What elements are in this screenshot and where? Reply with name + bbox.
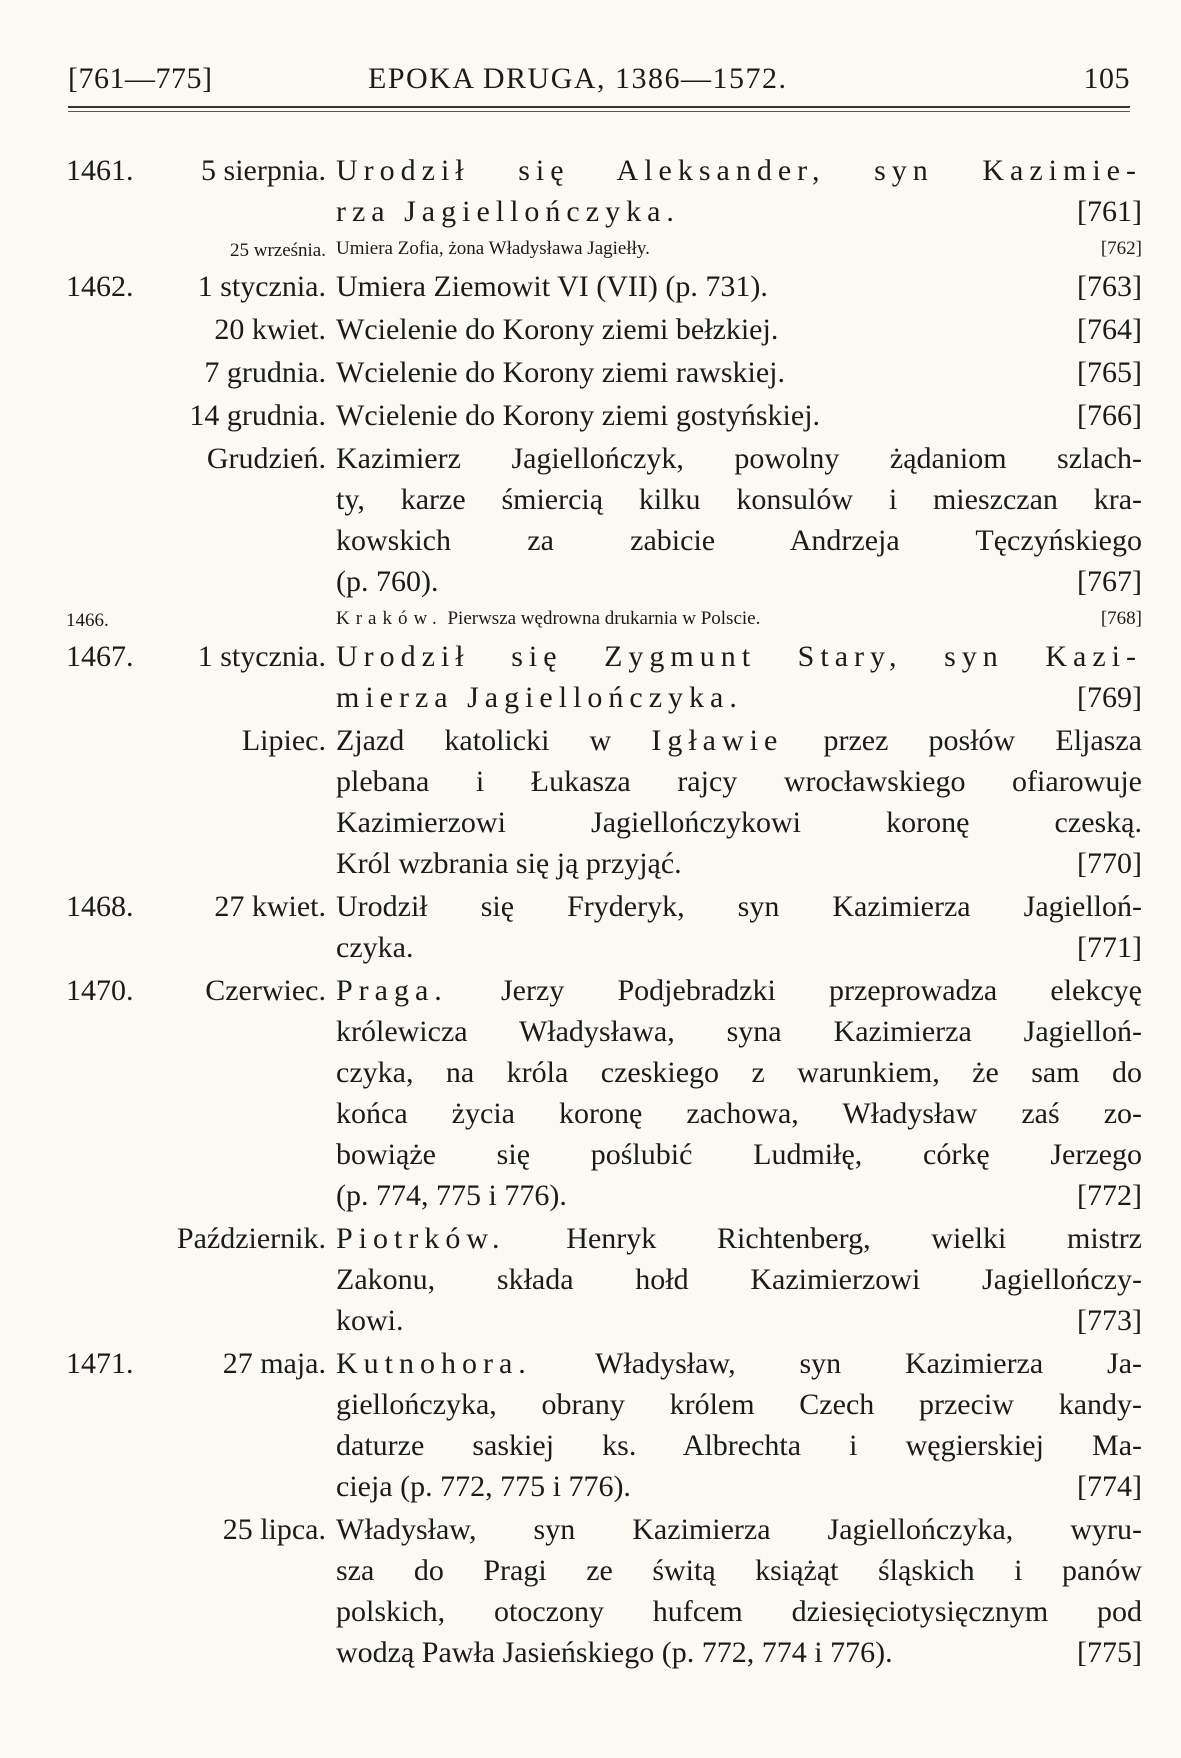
entry-year: 1468. [66, 890, 134, 923]
entry-number: [766] [1077, 399, 1142, 432]
text-line [336, 1218, 1142, 1259]
line-text [336, 1466, 631, 1507]
entry-number: [764] [1077, 313, 1142, 346]
header-rule [68, 106, 1130, 108]
chronology-entry [66, 438, 1142, 602]
text-line [336, 1300, 1142, 1341]
text-run: polskich, otoczony hufcem dziesięciotysięcznym pod [336, 1595, 1142, 1628]
line-text [336, 352, 785, 393]
entry-number: [775] [1077, 1636, 1142, 1669]
header-entry-range: [761—775] [68, 62, 213, 95]
text-line [336, 1425, 1142, 1466]
entry-date: 1 stycznia. [197, 640, 326, 673]
chronology-entry [66, 266, 1142, 307]
entry-text [336, 1343, 1142, 1507]
entry-date: 27 maja. [222, 1347, 326, 1380]
text-line [336, 561, 1142, 602]
entry-text [336, 970, 1142, 1216]
text-line [336, 1550, 1142, 1591]
entry-date: Październik. [176, 1222, 326, 1255]
spaced-emphasis: Piotrków. [336, 1222, 506, 1255]
text-line [336, 1343, 1142, 1384]
entry-number: [768] [1100, 608, 1142, 629]
text-line [336, 970, 1142, 1011]
text-run: kowskich za zabicie Andrzeja Tęczyńskiego [336, 524, 1142, 557]
text-line [336, 1632, 1142, 1673]
text-run: Zjazd katolicki w [336, 724, 652, 757]
text-run: cieja (p. 772, 775 i 776). [336, 1470, 631, 1503]
entry-text [336, 395, 1142, 436]
entry-number: [762] [1100, 238, 1142, 259]
entry-number: [771] [1077, 931, 1142, 964]
text-line [336, 1591, 1142, 1632]
text-run: Pierwsza wędrowna drukarnia w Polscie. [442, 608, 761, 629]
spaced-emphasis: Praga. [336, 974, 448, 1007]
text-line [336, 802, 1142, 843]
text-run: Wcielenie do Korony ziemi rawskiej. [336, 356, 786, 389]
text-line [336, 352, 1142, 393]
entry-date: 25 lipca. [222, 1513, 326, 1546]
chronology-entry [66, 309, 1142, 350]
header-title: EPOKA DRUGA, 1386—1572. [368, 62, 788, 95]
entry-number: [774] [1077, 1470, 1142, 1503]
text-line [336, 1466, 1142, 1507]
text-line [336, 1093, 1142, 1134]
line-text [336, 395, 820, 436]
running-header [68, 62, 1130, 106]
line-text [336, 1632, 893, 1673]
text-run: Urodził się Fryderyk, syn Kazimierza Jagielloń- [336, 890, 1142, 923]
text-line [336, 309, 1142, 350]
chronology-entry [66, 234, 1142, 264]
chronology-entry [66, 352, 1142, 393]
entry-number: [770] [1077, 847, 1142, 880]
entry-text [336, 309, 1142, 350]
text-line [336, 479, 1142, 520]
text-run: (p. 760). [336, 565, 439, 598]
entry-date: 27 kwiet. [214, 890, 326, 923]
chronology-list [66, 150, 1142, 1673]
header-rule-thin [68, 111, 1130, 112]
text-line [336, 720, 1142, 761]
text-run: Jerzy Podjebradzki przeprowadza elekcyę [447, 974, 1142, 1007]
entry-text [336, 1218, 1142, 1341]
text-line [336, 1134, 1142, 1175]
text-run: czyka, na króla czeskiego z warunkiem, że sam do [336, 1056, 1142, 1089]
entry-text [336, 886, 1142, 968]
entry-date: Czerwiec. [205, 974, 326, 1007]
entry-date: 25 września. [229, 240, 326, 261]
entry-year: 1461. [66, 154, 134, 187]
chronology-entry [66, 720, 1142, 884]
text-run: końca życia koronę zachowa, Władysław zaś zo- [336, 1097, 1142, 1130]
entry-number: [767] [1077, 565, 1142, 598]
entry-year: 1462. [66, 270, 134, 303]
text-run: plebana i Łukasza rajcy wrocławskiego ofiarowuje [336, 765, 1142, 798]
text-run: daturze saskiej ks. Albrechta i węgierskiej Ma- [336, 1429, 1142, 1462]
entry-number: [763] [1077, 270, 1142, 303]
text-run: ty, karze śmiercią kilku konsulów i mieszczan kra- [336, 483, 1142, 516]
page-number: 105 [1083, 62, 1130, 95]
entry-date: Lipiec. [241, 724, 326, 757]
text-line [336, 1175, 1142, 1216]
text-line [336, 636, 1142, 677]
line-text [336, 266, 768, 307]
text-run: Umiera Ziemowit VI (VII) (p. 731). [336, 270, 768, 303]
text-run: Henryk Richtenberg, wielki mistrz [505, 1222, 1142, 1255]
text-run: przez posłów Eljasza [783, 724, 1142, 757]
text-line [336, 234, 1142, 264]
text-run: bowiąże się poślubić Ludmiłę, córkę Jerzego [336, 1138, 1142, 1171]
text-line [336, 677, 1142, 718]
text-run: Wcielenie do Korony ziemi bełzkiej. [336, 313, 779, 346]
line-text [336, 191, 680, 232]
line-text [336, 604, 760, 634]
chronology-entry [66, 636, 1142, 718]
entry-text [336, 720, 1142, 884]
text-line [336, 1509, 1142, 1550]
entry-number: [773] [1077, 1304, 1142, 1337]
entry-year: 1467. [66, 640, 134, 673]
line-text [336, 1300, 404, 1341]
text-line [336, 761, 1142, 802]
text-run: Wcielenie do Korony ziemi gostyńskiej. [336, 399, 821, 432]
text-run: (p. 774, 775 i 776). [336, 1179, 567, 1212]
text-run: kowi. [336, 1304, 404, 1337]
entry-number: [772] [1077, 1179, 1142, 1212]
entry-text [336, 266, 1142, 307]
line-text [336, 677, 743, 718]
text-run: Władysław, syn Kazimierza Ja- [531, 1347, 1142, 1380]
line-text [336, 1175, 567, 1216]
entry-date: 14 grudnia. [189, 399, 326, 432]
entry-number: [765] [1077, 356, 1142, 389]
entry-text [336, 352, 1142, 393]
text-line [336, 266, 1142, 307]
text-line [336, 1011, 1142, 1052]
text-line [336, 438, 1142, 479]
chronology-entry [66, 604, 1142, 634]
text-line [336, 1259, 1142, 1300]
entry-text [336, 438, 1142, 602]
text-line [336, 150, 1142, 191]
entry-text [336, 150, 1142, 232]
text-run: sza do Pragi ze świtą książąt śląskich i panów [336, 1554, 1142, 1587]
spaced-emphasis: Igławie [651, 724, 784, 757]
chronology-entry [66, 886, 1142, 968]
chronology-entry [66, 1509, 1142, 1673]
line-text [336, 927, 413, 968]
entry-number: [761] [1077, 195, 1142, 228]
text-line [336, 1052, 1142, 1093]
text-run: giellończyka, obrany królem Czech przeciw kandy- [336, 1388, 1142, 1421]
entry-year: 1466. [66, 610, 109, 631]
text-line [336, 886, 1142, 927]
text-run: Kazimierzowi Jagiellończykowi koronę czeską. [336, 806, 1142, 839]
text-run: Król wzbrania się ją przyjąć. [336, 847, 682, 880]
text-run: Umiera Zofia, żona Władysława Jagiełły. [336, 238, 650, 259]
text-run: królewicza Władysława, syna Kazimierza Jagielloń- [336, 1015, 1142, 1048]
chronology-entry [66, 970, 1142, 1216]
text-run: Władysław, syn Kazimierza Jagiellończyka, wyru- [336, 1513, 1142, 1546]
entry-date: 1 stycznia. [197, 270, 326, 303]
text-line [336, 604, 1142, 634]
spaced-emphasis: Kraków. [336, 608, 443, 629]
text-run: czyka. [336, 931, 414, 964]
text-line [336, 927, 1142, 968]
spaced-emphasis: Urodził się Zygmunt Stary, syn Kazi- [336, 640, 1142, 673]
chronology-entry [66, 150, 1142, 232]
line-text [336, 843, 682, 884]
entry-date: Grudzień. [206, 442, 326, 475]
entry-year: 1471. [66, 1347, 134, 1380]
text-line [336, 395, 1142, 436]
entry-year: 1470. [66, 974, 134, 1007]
text-line [336, 1384, 1142, 1425]
spaced-emphasis: mierza Jagiellończyka. [336, 681, 743, 714]
spaced-emphasis: rza Jagiellończyka. [336, 195, 680, 228]
entry-text [336, 1509, 1142, 1673]
chronology-entry [66, 395, 1142, 436]
spaced-emphasis: Kutnohora. [336, 1347, 532, 1380]
text-run: wodzą Pawła Jasieńskiego (p. 772, 774 i 776). [336, 1636, 893, 1669]
spaced-emphasis: Urodził się Aleksander, syn Kazimie- [336, 154, 1142, 187]
chronology-entry [66, 1218, 1142, 1341]
entry-number: [769] [1077, 681, 1142, 714]
line-text [336, 309, 778, 350]
text-line [336, 520, 1142, 561]
text-line [336, 191, 1142, 232]
entry-text [336, 636, 1142, 718]
entry-text [336, 234, 1142, 264]
line-text [336, 234, 650, 264]
chronology-entry [66, 1343, 1142, 1507]
entry-date: 7 grudnia. [204, 356, 326, 389]
entry-date: 5 sierpnia. [201, 154, 326, 187]
entry-date: 20 kwiet. [214, 313, 326, 346]
line-text [336, 561, 438, 602]
text-run: Kazimierz Jagiellończyk, powolny żądaniom szlach- [336, 442, 1142, 475]
text-line [336, 843, 1142, 884]
entry-text [336, 604, 1142, 634]
text-run: Zakonu, składa hołd Kazimierzowi Jagiellończy- [336, 1263, 1142, 1296]
